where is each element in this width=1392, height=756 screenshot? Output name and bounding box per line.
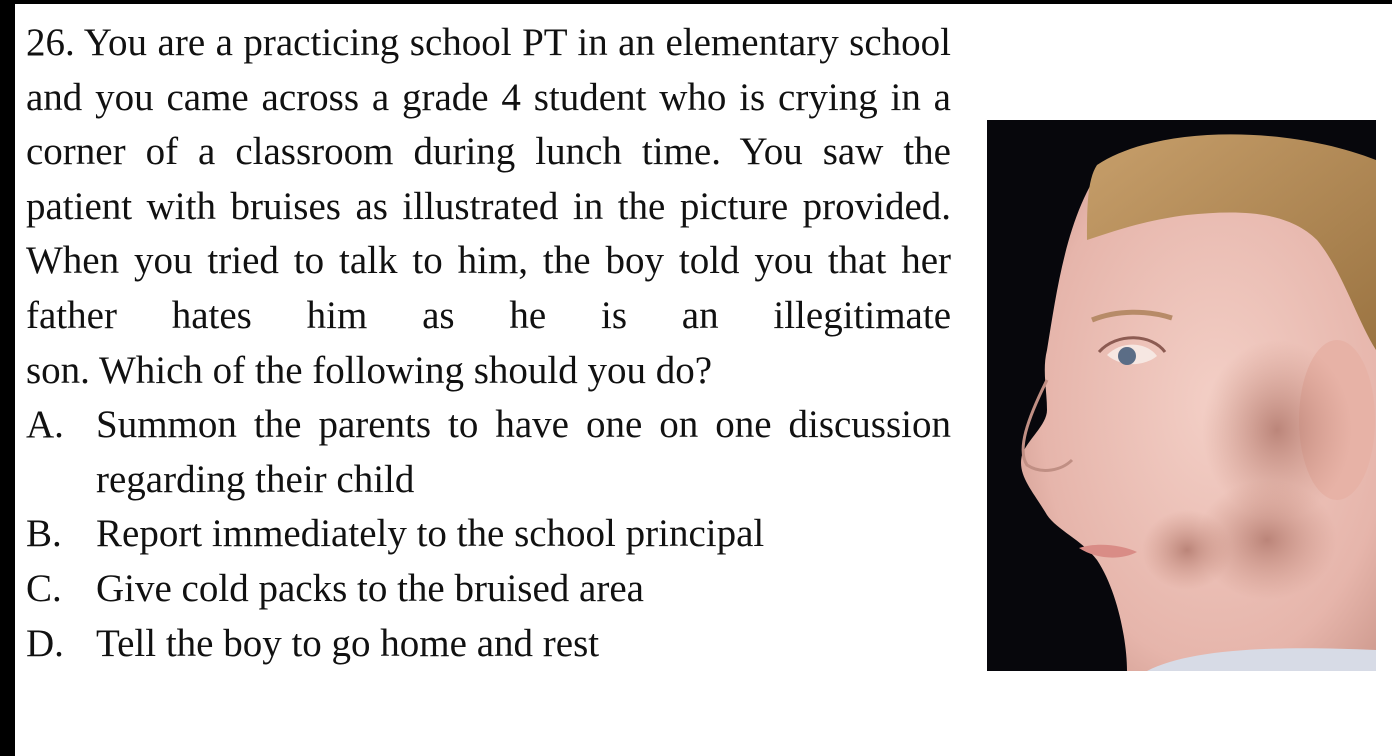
child-face-illustration: [987, 120, 1376, 671]
option-c[interactable]: [26, 562, 951, 617]
slide: [15, 4, 1392, 756]
option-letter: D.: [26, 621, 64, 665]
stem-line: student who is crying in a corner of a classroom: [26, 75, 951, 174]
option-text: Tell the boy to go home and rest: [96, 621, 600, 665]
question-block: [26, 16, 951, 671]
stem-line: elementary school and you came across a grade 4: [26, 21, 951, 119]
option-text: Give cold packs to the bruised area: [96, 566, 644, 610]
stem-line: You are a practicing school PT in an: [83, 21, 655, 64]
question-number: 26.: [26, 21, 75, 64]
option-text: Report immediately to the school principal: [96, 512, 765, 556]
stem-line: that her father hates him as he is an illegitimate: [26, 239, 952, 337]
stem-line: bruises as illustrated in the picture provided.: [230, 184, 952, 228]
option-a[interactable]: [26, 398, 951, 507]
patient-photo: [987, 120, 1376, 671]
option-letter: A.: [26, 403, 64, 447]
option-letter: B.: [26, 512, 62, 556]
option-letter: C.: [26, 566, 62, 610]
option-b[interactable]: [26, 507, 951, 562]
option-text: Summon the parents to have one on one discussion regarding their child: [96, 403, 951, 501]
option-d[interactable]: [26, 617, 951, 672]
stem-line: When you tried to talk to him, the boy told you: [26, 239, 813, 283]
stem-line: son. Which of the following should you do?: [26, 348, 713, 392]
stem-line: during lunch time. You saw the patient with: [26, 130, 951, 228]
answer-options: [26, 398, 951, 671]
question-stem: [26, 16, 951, 398]
